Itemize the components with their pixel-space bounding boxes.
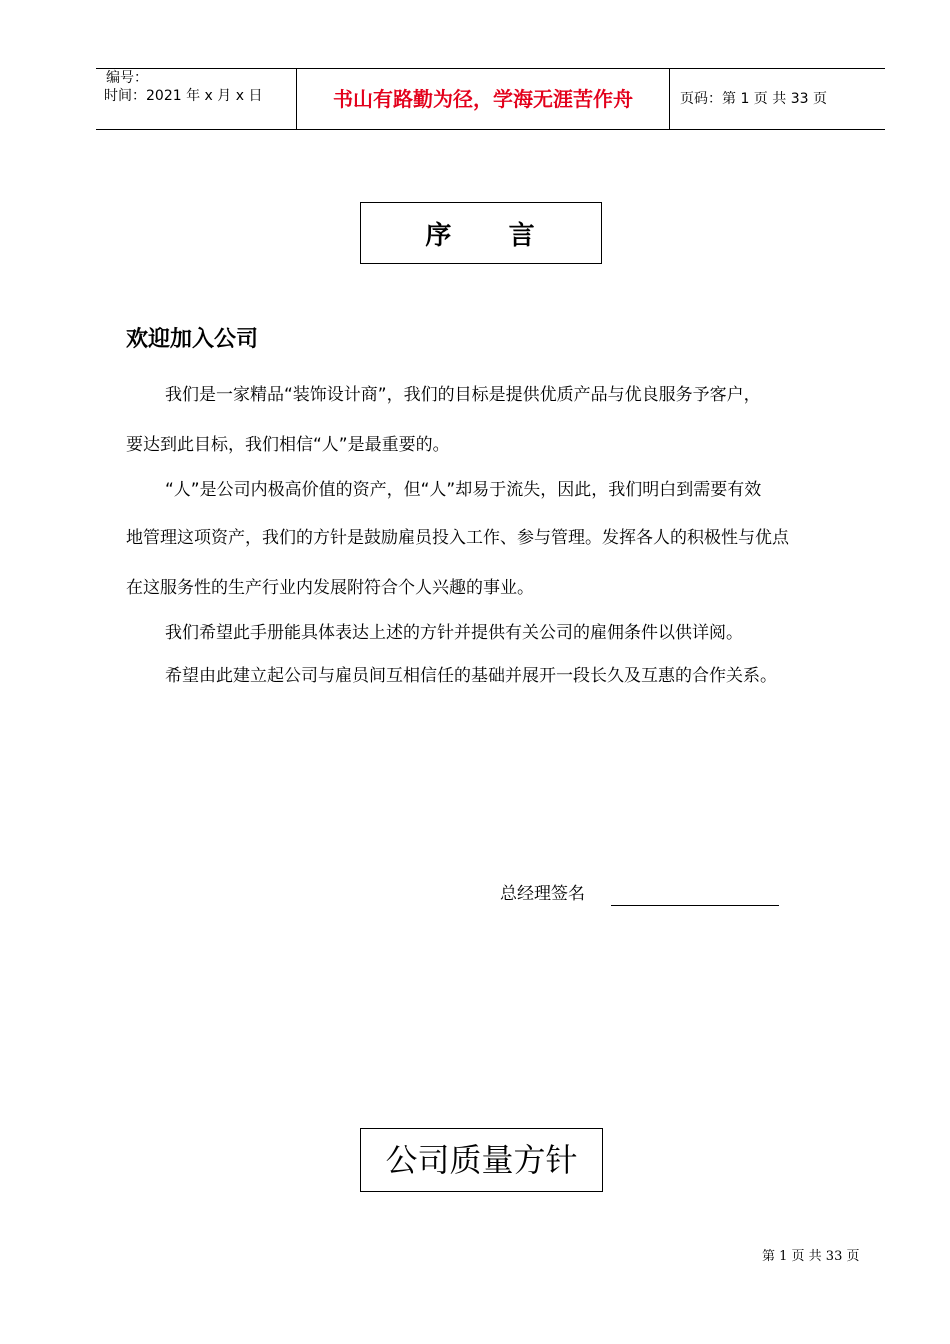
footer-page-number: 第 1 页 共 33 页 bbox=[762, 1249, 860, 1264]
quality-policy-box bbox=[360, 1128, 603, 1192]
paragraph-line: 我们是一家精品“装饰设计商”，我们的目标是提供优质产品与优良服务予客户， bbox=[165, 385, 761, 405]
paragraph-line: 希望由此建立起公司与雇员间互相信任的基础并展开一段长久及互惠的合作关系。 bbox=[165, 666, 777, 686]
welcome-heading: 欢迎加入公司 bbox=[126, 327, 259, 352]
preface-title-box bbox=[360, 202, 602, 264]
header-slogan: 书山有路勤为径，学海无涯苦作舟 bbox=[333, 87, 633, 111]
header-page-cell bbox=[670, 69, 884, 129]
quality-policy-title: 公司质量方针 bbox=[385, 1141, 578, 1179]
signature-label: 总经理签名 bbox=[500, 884, 585, 904]
header-page-number: 页码：第 1 页 共 33 页 bbox=[680, 91, 827, 107]
paragraph-line: 地管理这项资产，我们的方针是鼓励雇员投入工作、参与管理。发挥各人的积极性与优点 bbox=[126, 528, 789, 548]
paragraph-line: 在这服务性的生产行业内发展附符合个人兴趣的事业。 bbox=[126, 578, 534, 598]
document-time-label: 时间：2021 年 x 月 x 日 bbox=[104, 88, 263, 104]
paragraph-line: 我们希望此手册能具体表达上述的方针并提供有关公司的雇佣条件以供详阅。 bbox=[165, 623, 743, 643]
page-header bbox=[96, 68, 885, 130]
header-slogan-cell bbox=[297, 69, 670, 129]
paragraph-line: 要达到此目标，我们相信“人”是最重要的。 bbox=[126, 435, 450, 455]
document-code-label: 编号： bbox=[106, 70, 148, 86]
signature-line bbox=[611, 905, 779, 906]
header-meta-cell bbox=[96, 69, 297, 129]
preface-title: 序 言 bbox=[425, 220, 537, 251]
paragraph-line: “人”是公司内极高价值的资产，但“人”却易于流失，因此，我们明白到需要有效 bbox=[165, 480, 762, 500]
